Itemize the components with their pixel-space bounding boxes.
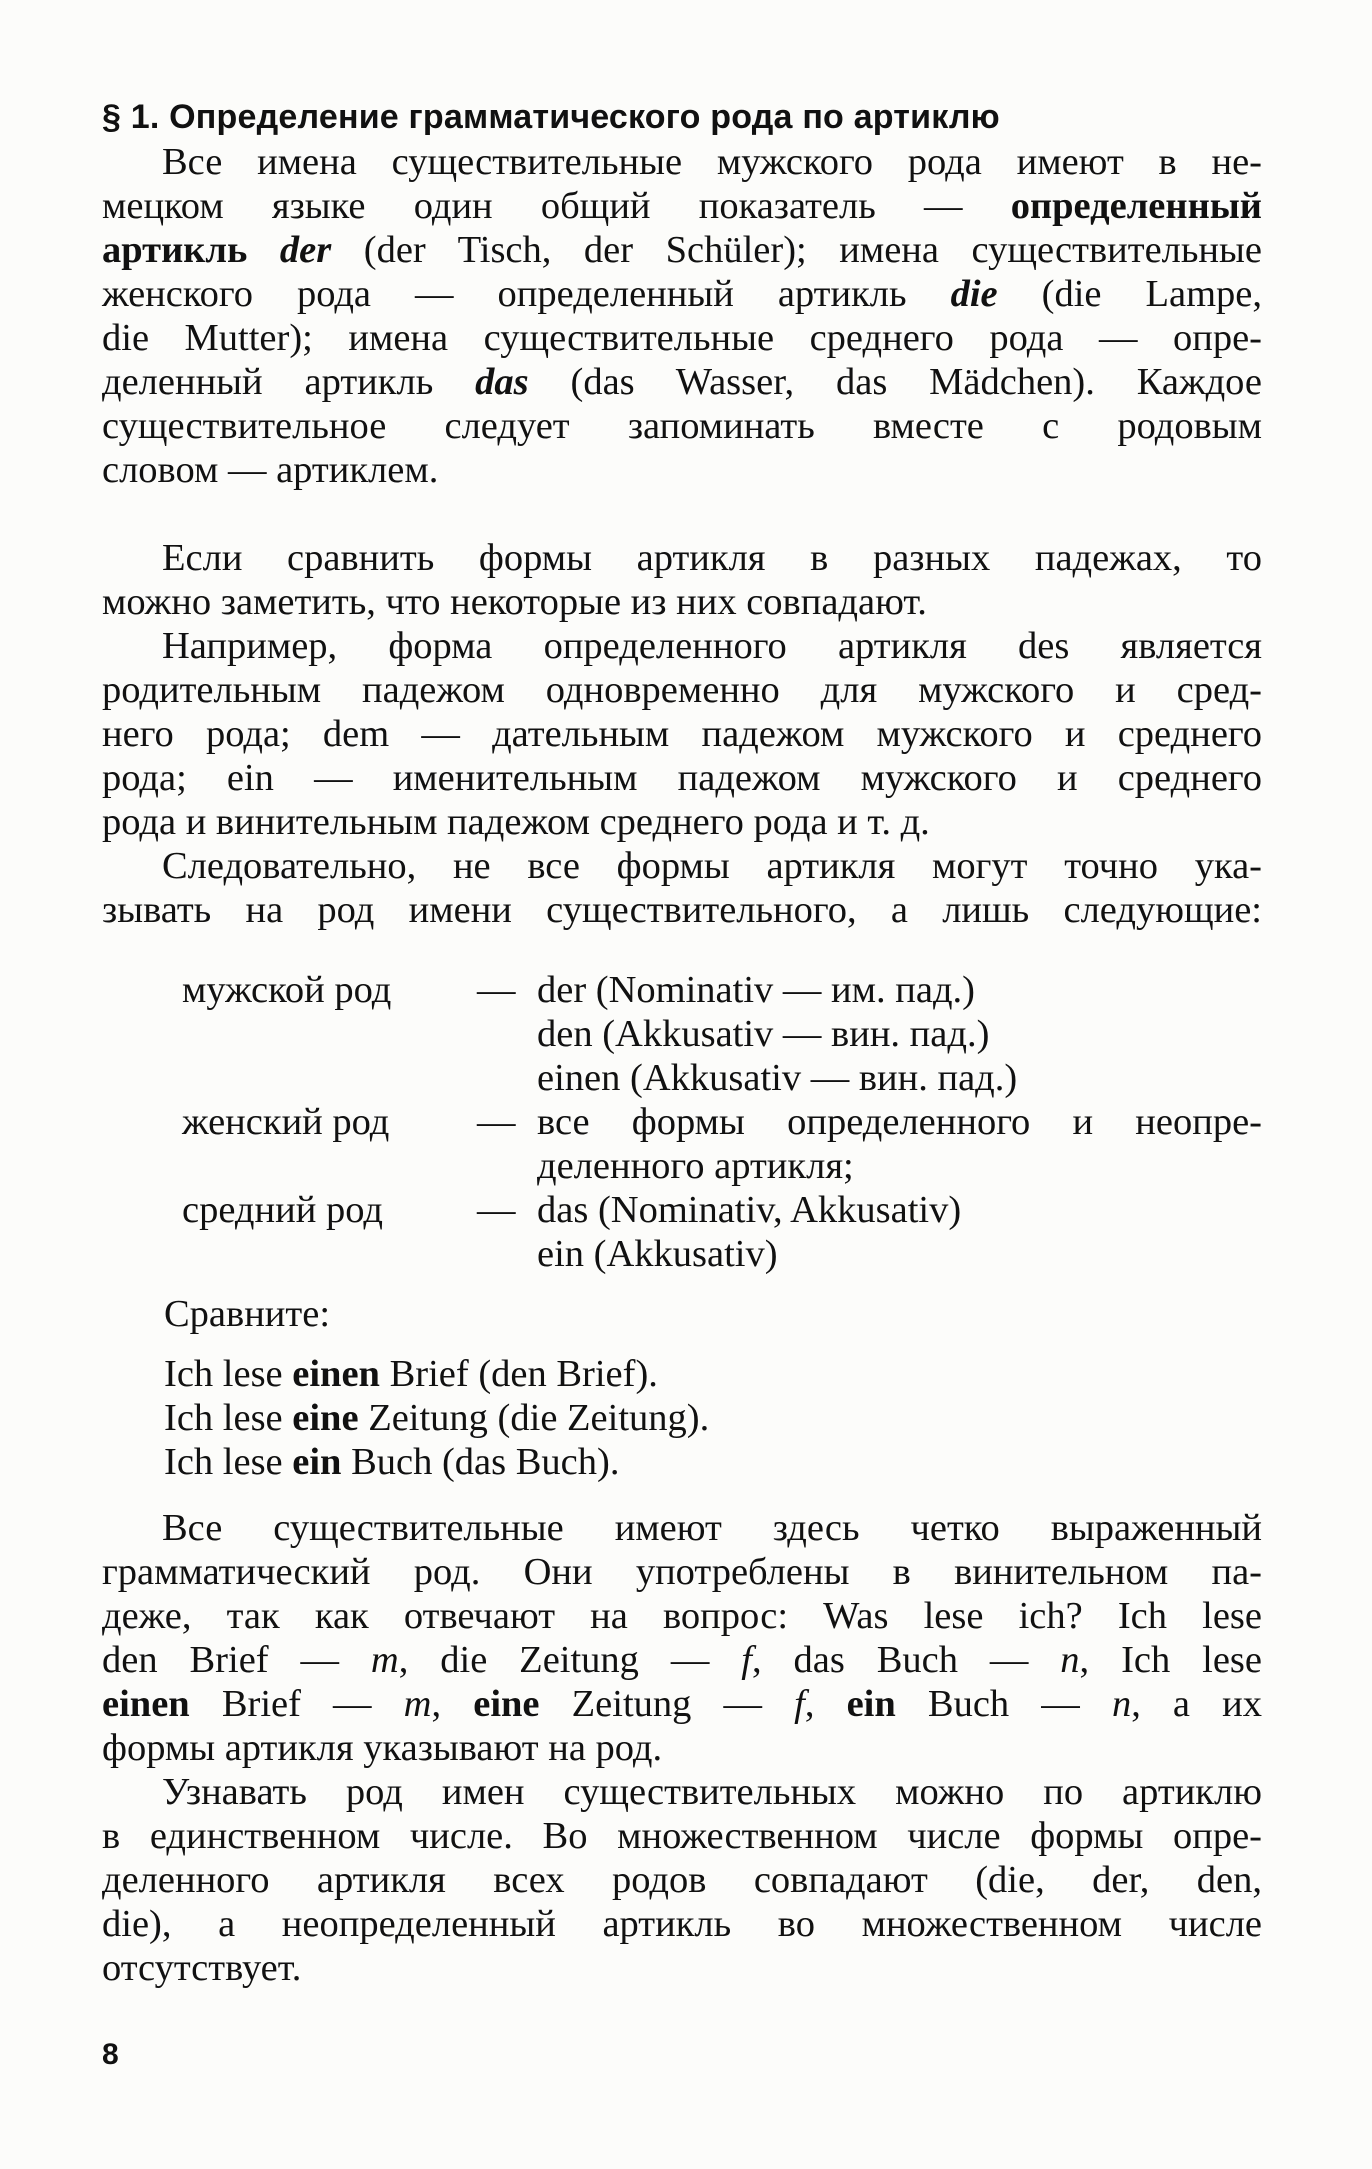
- bold-article: eine: [292, 1397, 359, 1439]
- article-form: деленного артикля;: [537, 1145, 854, 1187]
- gender-label: женский род: [182, 1101, 390, 1143]
- gender-abbrev: m: [370, 1639, 399, 1681]
- text-span: Buch (das Buch).: [341, 1441, 620, 1483]
- text-line: die Mutter); имена существительные среднего рода — опре-: [102, 317, 1262, 359]
- dash: —: [477, 969, 516, 1011]
- text-span: , die Zeitung —: [398, 1639, 742, 1681]
- text-line: грамматический род. Они употреблены в винительном па-: [102, 1551, 1262, 1593]
- text-span: Ich lese: [164, 1353, 293, 1395]
- text-span: (die Lampe,: [997, 273, 1262, 315]
- text-line: рода и винительным падежом среднего рода и т. д.: [102, 801, 930, 843]
- gender-abbrev: f: [741, 1639, 752, 1681]
- text-line: [102, 228, 1262, 272]
- example-sentence: [164, 1440, 709, 1484]
- gender-abbrev: n: [1060, 1639, 1080, 1681]
- text-span: Ich lese: [164, 1441, 293, 1483]
- text-line: родительным падежом одновременно для мужского и сред-: [102, 669, 1262, 711]
- example-sentences: [164, 1352, 709, 1484]
- paragraph-5: [102, 1506, 1262, 1770]
- text-line: [102, 360, 1262, 404]
- text-line: Например, форма определенного артикля des является: [162, 625, 1262, 667]
- text-line: [102, 272, 1262, 316]
- text-line: можно заметить, что некоторые из них совпадают.: [102, 581, 927, 623]
- paragraph-6: [102, 1770, 1262, 1990]
- text-span: Brief —: [189, 1683, 404, 1725]
- article-form: das (Nominativ, Akkusativ): [537, 1189, 962, 1231]
- text-span: , das Buch —: [751, 1639, 1061, 1681]
- paragraph-4: [102, 844, 1262, 932]
- text-line: [102, 1682, 1262, 1726]
- paragraph-2: [102, 536, 1262, 624]
- text-span: ,: [804, 1683, 847, 1725]
- text-span: , а их: [1131, 1683, 1262, 1725]
- text-line: деленного артикля всех родов совпадают (die, der, den,: [102, 1859, 1262, 1901]
- text-span: Zeitung —: [539, 1683, 795, 1725]
- example-sentence: [164, 1396, 709, 1440]
- article-die: die: [950, 273, 998, 315]
- text-line: [102, 184, 1262, 228]
- text-line: словом — артиклем.: [102, 449, 439, 491]
- gender-abbrev: f: [794, 1683, 805, 1725]
- text-line: Следовательно, не все формы артикля могут точно ука-: [162, 845, 1262, 887]
- bold-article: einen: [292, 1353, 380, 1395]
- text-span: (das Wasser, das Mädchen). Каждое: [528, 361, 1262, 403]
- text-line: Узнавать род имен существительных можно по артиклю: [162, 1771, 1262, 1813]
- text-span: Ich lese: [164, 1397, 293, 1439]
- article-form: den (Akkusativ — вин. пад.): [537, 1013, 990, 1055]
- text-line: деже, так как отвечают на вопрос: Was lese ich? Ich lese: [102, 1595, 1262, 1637]
- gender-label: мужской род: [182, 969, 392, 1011]
- bold-article: ein: [292, 1441, 342, 1483]
- text-line: Если сравнить формы артикля в разных падежах, то: [162, 537, 1262, 579]
- text-span: ,: [431, 1683, 474, 1725]
- gender-abbrev: m: [403, 1683, 432, 1725]
- article-das: das: [475, 361, 529, 403]
- text-line: [102, 1638, 1262, 1682]
- text-line: него рода; dem — дательным падежом мужского и среднего: [102, 713, 1262, 755]
- bold-article: ein: [846, 1683, 896, 1725]
- article-form: der (Nominativ — им. пад.): [537, 969, 975, 1011]
- text-line: Все имена существительные мужского рода имеют в не-: [162, 141, 1262, 183]
- bold-article: eine: [473, 1683, 540, 1725]
- gender-label: средний род: [182, 1189, 383, 1231]
- text-span: , Ich lese: [1079, 1639, 1262, 1681]
- gender-abbrev: n: [1111, 1683, 1132, 1725]
- article-form: все формы определенного и неопре-: [537, 1101, 1262, 1143]
- bold-term: артикль: [102, 229, 280, 271]
- text-span: мецком языке один общий показатель —: [102, 185, 1011, 227]
- text-span: Brief (den Brief).: [379, 1353, 658, 1395]
- article-form: ein (Akkusativ): [537, 1233, 778, 1275]
- text-line: die), а неопределенный артикль во множественном числе: [102, 1903, 1262, 1945]
- section-heading: § 1. Определение грамматического рода по артиклю: [102, 98, 1000, 136]
- paragraph-3: [102, 624, 1262, 844]
- compare-title: Сравните:: [164, 1293, 331, 1335]
- paragraph-1: [102, 140, 1262, 492]
- text-span: Zeitung (die Zeitung).: [358, 1397, 710, 1439]
- text-line: отсутствует.: [102, 1947, 302, 1989]
- text-line: в единственном числе. Во множественном числе формы опре-: [102, 1815, 1262, 1857]
- article-form: einen (Akkusativ — вин. пад.): [537, 1057, 1018, 1099]
- text-span: женского рода — определенный артикль: [102, 273, 951, 315]
- dash: —: [477, 1189, 516, 1231]
- text-line: рода; ein — именительным падежом мужского и среднего: [102, 757, 1262, 799]
- text-line: зывать на род имени существительного, а лишь следующие:: [102, 889, 1262, 931]
- example-sentence: [164, 1352, 709, 1396]
- text-line: Все существительные имеют здесь четко выраженный: [162, 1507, 1262, 1549]
- article-der: der: [279, 229, 332, 271]
- dash: —: [477, 1101, 516, 1143]
- text-span: (der Tisch, der Schüler); имена существительные: [331, 229, 1262, 271]
- text-span: Buch —: [895, 1683, 1112, 1725]
- bold-term: определенный: [1010, 185, 1262, 227]
- text-line: существительное следует запоминать вместе с родовым: [102, 405, 1262, 447]
- text-span: деленный артикль: [102, 361, 476, 403]
- bold-article: einen: [102, 1683, 190, 1725]
- page-number: 8: [102, 2038, 119, 2071]
- text-span: den Brief —: [102, 1639, 371, 1681]
- text-line: формы артикля указывают на род.: [102, 1727, 663, 1769]
